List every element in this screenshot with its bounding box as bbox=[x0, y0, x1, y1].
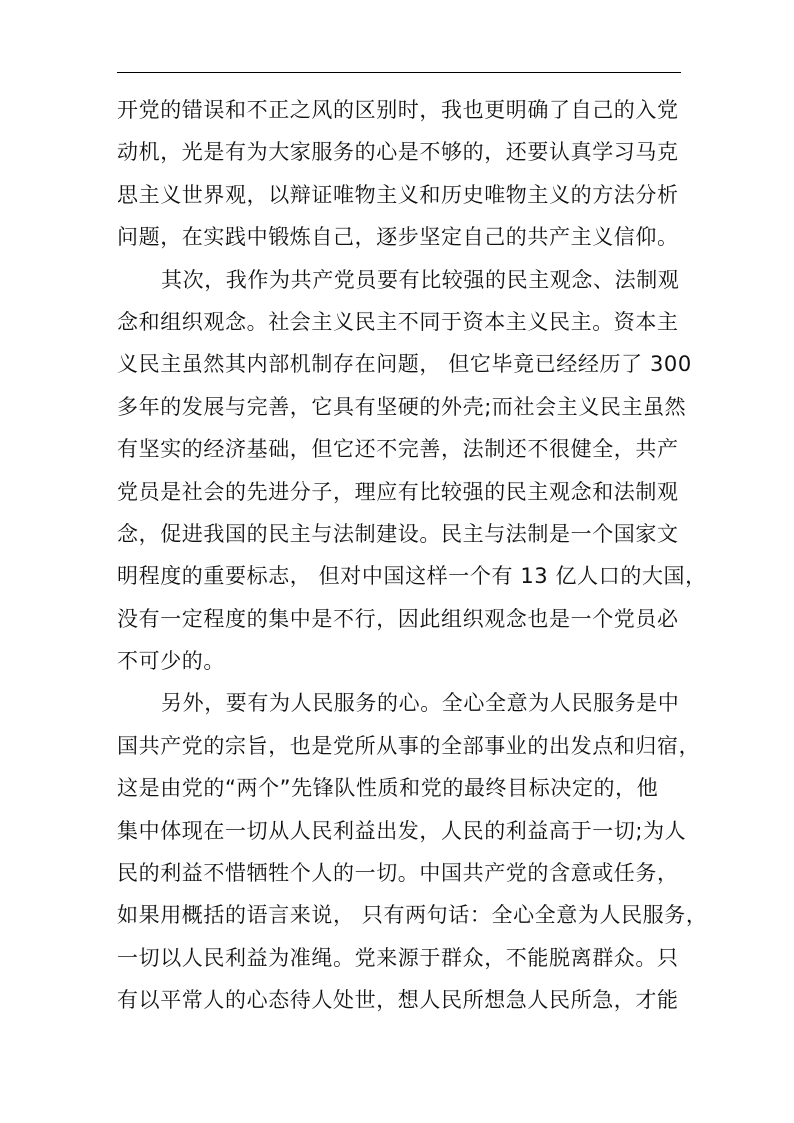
text-line: 国共产党的宗旨，也是党所从事的全部事业的出发点和归宿， bbox=[117, 733, 701, 758]
header-rule bbox=[117, 72, 681, 73]
text-line: 念，促进我国的民主与法制建设。民主与法制是一个国家文 bbox=[117, 521, 679, 546]
text-line: 党员是社会的先进分子，理应有比较强的民主观念和法制观 bbox=[117, 479, 679, 504]
document-body bbox=[117, 89, 708, 1022]
text-line: 多年的发展与完善，它具有坚硬的外壳;而社会主义民主虽然 bbox=[117, 394, 687, 419]
text-line: 问题，在实践中锻炼自己，逐步坚定自己的共产主义信仰。 bbox=[117, 225, 679, 250]
text-line: 思主义世界观，以辩证唯物主义和历史唯物主义的方法分析 bbox=[117, 182, 679, 207]
paragraph-start-line: 其次，我作为共产党员要有比较强的民主观念、法制观 bbox=[161, 267, 680, 292]
text-line: 义民主虽然其内部机制存在问题， 但它毕竟已经经历了 300 bbox=[117, 352, 692, 377]
text-line: 如果用概括的语言来说， 只有两句话：全心全意为人民服务， bbox=[117, 903, 708, 928]
text-line: 动机，光是有为大家服务的心是不够的，还要认真学习马克 bbox=[117, 140, 679, 165]
text-line: 民的利益不惜牺牲个人的一切。中国共产党的含意或任务， bbox=[117, 861, 679, 886]
text-line: 这是由党的“两个”先锋队性质和党的最终目标决定的，他 bbox=[117, 776, 659, 801]
text-line: 有坚实的经济基础，但它还不完善，法制还不很健全，共产 bbox=[117, 437, 679, 462]
text-line: 念和组织观念。社会主义民主不同于资本主义民主。资本主 bbox=[117, 309, 679, 334]
text-line: 不可少的。 bbox=[117, 649, 225, 674]
text-line: 一切以人民利益为准绳。党来源于群众，不能脱离群众。只 bbox=[117, 945, 679, 970]
text-line: 集中体现在一切从人民利益出发，人民的利益高于一切;为人 bbox=[117, 818, 687, 843]
text-line: 开党的错误和不正之风的区别时，我也更明确了自己的入党 bbox=[117, 98, 679, 122]
text-line: 有以平常人的心态待人处世，想人民所想急人民所急，才能 bbox=[117, 988, 679, 1013]
paragraph-start-line: 另外，要有为人民服务的心。全心全意为人民服务是中 bbox=[161, 691, 680, 716]
text-line: 明程度的重要标志， 但对中国这样一个有 13 亿人口的大国， bbox=[117, 564, 707, 589]
text-line: 没有一定程度的集中是不行，因此组织观念也是一个党员必 bbox=[117, 606, 679, 631]
